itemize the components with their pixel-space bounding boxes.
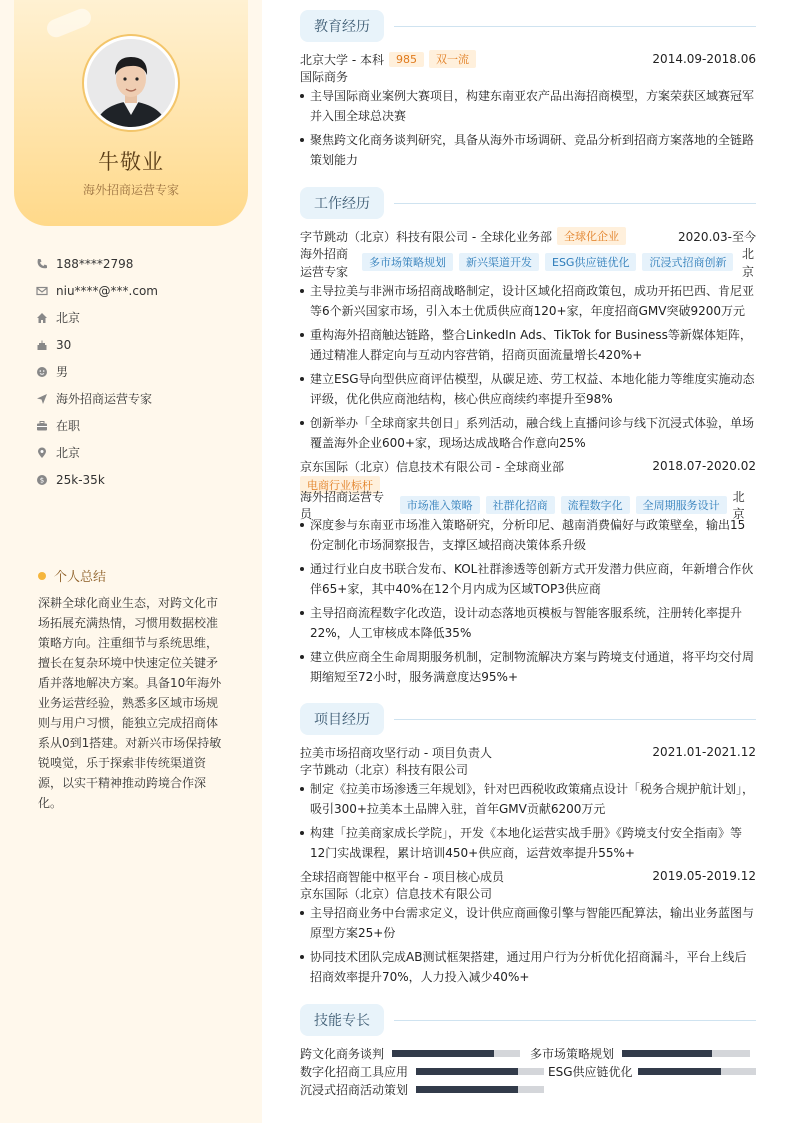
education-row <box>300 50 756 68</box>
skill-item <box>548 1062 756 1080</box>
education-section <box>300 10 756 174</box>
skill-name: 数字化招商工具应用 <box>300 1064 409 1079</box>
summary-heading-text: 个人总结 <box>54 570 107 585</box>
tag: 双一流 <box>429 50 476 68</box>
info-status <box>36 412 246 439</box>
skill-tag: 流程数字化 <box>561 496 630 514</box>
project-org: 京东国际（北京）信息技术有限公司 <box>300 887 493 901</box>
section-title: 项目经历 <box>300 703 384 735</box>
company-name: 字节跳动（北京）科技有限公司 - 全球化业务部 <box>300 229 552 244</box>
skill-item <box>300 1044 530 1062</box>
list-item: 协同技术团队完成AB测试框架搭建，通过用户行为分析优化招商漏斗，平台上线后招商效率提升70%，人力投入减少40%+ <box>300 947 756 987</box>
skill-name: 沉浸式招商活动策划 <box>300 1082 409 1097</box>
job-role: 海外招商运营专家 <box>300 247 349 279</box>
summary-heading <box>38 566 106 585</box>
info-text: niu****@***.com <box>56 283 158 298</box>
skill-bar <box>416 1068 544 1075</box>
major: 国际商务 <box>300 70 349 84</box>
briefcase-icon <box>36 420 48 432</box>
project-header <box>300 867 756 885</box>
project-org: 字节跳动（北京）科技有限公司 <box>300 763 469 777</box>
info-text: 25k-35k <box>56 472 105 487</box>
info-text: 在职 <box>56 419 81 433</box>
skill-tag: 社群化招商 <box>486 496 555 514</box>
profile-name: 牛敬业 <box>98 150 164 174</box>
tag: 985 <box>389 52 424 67</box>
skill-bar <box>638 1068 756 1075</box>
job-header <box>300 457 756 475</box>
skill-bar <box>392 1050 520 1057</box>
send-icon <box>36 393 48 405</box>
section-header <box>300 1004 756 1036</box>
section-title: 教育经历 <box>300 10 384 42</box>
summary-text: 深耕全球化商业生态，对跨文化市场拓展充满热情，习惯用数据校准策略方向。注重细节与系统思维，擅长在复杂环境中快速定位关键矛盾并落地解决方案。具备10年海外业务运营经验，熟悉多区域市场规则与用户习惯，能独立完成招商体系从0到1搭建。对新兴市场保持敏锐嗅觉，乐于探索非传统渠道资源，以实干精神推动跨境合作深化。 <box>38 596 222 810</box>
list-item: 构建「拉美商家成长学院」，开发《本地化运营实战手册》《跨境支付安全指南》等12门实战课程，累计培训450+供应商，运营效率提升55%+ <box>300 823 756 863</box>
svg-text:$: $ <box>39 476 45 484</box>
bullet-list <box>300 86 756 170</box>
section-title: 技能专长 <box>300 1004 384 1036</box>
job-city: 北京 <box>732 490 745 521</box>
list-item: 通过行业白皮书联合发布、KOL社群渗透等创新方式开发潜力供应商，年新增合作伙伴65+家，其中40%在12个月内成为区域TOP3供应商 <box>300 559 756 599</box>
info-text: 海外招商运营专家 <box>56 392 153 406</box>
project-name: 拉美市场招商攻坚行动 - 项目负责人 <box>300 745 492 760</box>
school-name: 北京大学 - 本科 <box>300 52 384 67</box>
info-text: 北京 <box>56 446 81 460</box>
projects-section <box>300 703 756 991</box>
info-text: 男 <box>56 365 69 379</box>
list-item: 建立供应商全生命周期服务机制，定制物流解决方案与跨境支付通道，将平均交付周期缩短至72小时，服务满意度达95%+ <box>300 647 756 687</box>
list-item: 主导招商流程数字化改造，设计动态落地页模板与智能客服系统，注册转化率提升22%，人工审核成本降低35% <box>300 603 756 643</box>
list-item: 创新举办「全球商家共创日」系列活动，融合线上直播问诊与线下沉浸式体验，单场覆盖海外企业600+家，现场达成战略合作意向25% <box>300 413 756 453</box>
info-gender <box>36 358 246 385</box>
location-icon <box>36 447 48 459</box>
bullet-list <box>300 903 756 987</box>
section-header <box>300 187 756 219</box>
tag: 全球化企业 <box>557 227 626 245</box>
project-name: 全球招商智能中枢平台 - 项目核心成员 <box>300 869 504 884</box>
avatar <box>84 36 178 130</box>
info-target-role <box>36 385 246 412</box>
bullet-list <box>300 281 756 453</box>
skill-name: 跨文化商务谈判 <box>300 1046 385 1061</box>
mail-icon <box>36 285 48 297</box>
list-item: 重构海外招商触达链路，整合LinkedIn Ads、TikTok for Business等新媒体矩阵，通过精准人群定向与互动内容营销，招商页面流量增长420%+ <box>300 325 756 365</box>
job-role-row <box>300 245 756 281</box>
section-divider <box>394 1020 756 1021</box>
job-role-row <box>300 490 756 521</box>
skill-tag: 市场准入策略 <box>400 496 480 514</box>
skill-name: ESG供应链优化 <box>548 1064 633 1079</box>
sidebar <box>0 0 262 1123</box>
skill-item <box>530 1044 750 1062</box>
info-home <box>36 304 246 331</box>
section-header <box>300 703 756 735</box>
info-text: 北京 <box>56 311 81 325</box>
profile-title: 海外招商运营专家 <box>82 183 179 197</box>
section-divider <box>394 719 756 720</box>
date-range: 2018.07-2020.02 <box>652 459 756 473</box>
skills-section <box>300 1004 756 1098</box>
job-city: 北京 <box>742 247 755 279</box>
list-item: 主导拉美与非洲市场招商战略制定，设计区域化招商政策包，成功开拓巴西、肯尼亚等6个新兴国家市场，引入本土优质供应商120+家，年度招商GMV突破9200万元 <box>300 281 756 321</box>
bullet-dot-icon <box>38 572 46 580</box>
skill-bar-fill <box>392 1050 494 1057</box>
project-header <box>300 743 756 761</box>
home-icon <box>36 312 48 324</box>
section-divider <box>394 26 756 27</box>
info-email <box>36 277 246 304</box>
list-item: 深度参与东南亚市场准入策略研究，分析印尼、越南消费偏好与政策壁垒，输出15份定制化市场洞察报告，支撑区域招商决策体系升级 <box>300 515 756 555</box>
work-section <box>300 187 756 691</box>
section-header <box>300 10 756 42</box>
info-age <box>36 331 246 358</box>
job-header <box>300 227 756 245</box>
skill-tag: 沉浸式招商创新 <box>642 253 733 271</box>
skill-tag: 全周期服务设计 <box>636 496 727 514</box>
info-phone <box>36 250 246 277</box>
skill-tag: ESG供应链优化 <box>545 253 636 271</box>
skill-tag: 新兴渠道开发 <box>459 253 539 271</box>
decorative-shape <box>44 6 93 40</box>
info-text: 188****2798 <box>56 256 134 271</box>
section-divider <box>394 203 756 204</box>
date-range: 2020.03-至今 <box>678 229 756 244</box>
skill-bar-fill <box>638 1068 721 1075</box>
cake-icon <box>36 339 48 351</box>
bullet-list <box>300 779 756 863</box>
skill-bar-fill <box>416 1086 518 1093</box>
bullet-list <box>300 515 756 687</box>
skill-bar <box>622 1050 750 1057</box>
company-name: 京东国际（北京）信息技术有限公司 - 全球商业部 <box>300 459 564 474</box>
info-location <box>36 439 246 466</box>
section-title: 工作经历 <box>300 187 384 219</box>
list-item: 主导国际商业案例大赛项目，构建东南亚农产品出海招商模型，方案荣获区域赛冠军并入围全球总决赛 <box>300 86 756 126</box>
date-range: 2014.09-2018.06 <box>652 52 756 66</box>
skills-grid <box>300 1044 756 1098</box>
info-salary <box>36 466 246 493</box>
skill-bar <box>416 1086 544 1093</box>
skill-item <box>300 1080 544 1098</box>
contact-info-list <box>36 250 246 493</box>
date-range: 2019.05-2019.12 <box>652 869 756 883</box>
info-text: 30 <box>56 337 72 352</box>
skill-item <box>300 1062 548 1080</box>
list-item: 建立ESG导向型供应商评估模型，从碳足迹、劳工权益、本地化能力等维度实施动态评级，优化供应商池结构，核心供应商续约率提升至98% <box>300 369 756 409</box>
list-item: 制定《拉美市场渗透三年规划》，针对巴西税收政策痛点设计「税务合规护航计划」，吸引300+拉美本土品牌入驻，首年GMV贡献6200万元 <box>300 779 756 819</box>
job-role: 海外招商运营专员 <box>300 490 385 521</box>
skill-bar-fill <box>416 1068 518 1075</box>
date-range: 2021.01-2021.12 <box>652 745 756 759</box>
salary-icon <box>36 474 48 486</box>
phone-icon <box>36 258 48 270</box>
skill-name: 多市场策略规划 <box>530 1046 615 1061</box>
skill-tag: 多市场策略规划 <box>362 253 453 271</box>
skill-bar-fill <box>622 1050 712 1057</box>
gender-icon <box>36 366 48 378</box>
list-item: 主导招商业务中台需求定义，设计供应商画像引擎与智能匹配算法，输出业务蓝图与原型方案25+份 <box>300 903 756 943</box>
list-item: 聚焦跨文化商务谈判研究，具备从海外市场调研、竞品分析到招商方案落地的全链路策划能力 <box>300 130 756 170</box>
tag: 电商行业标杆 <box>300 476 380 494</box>
